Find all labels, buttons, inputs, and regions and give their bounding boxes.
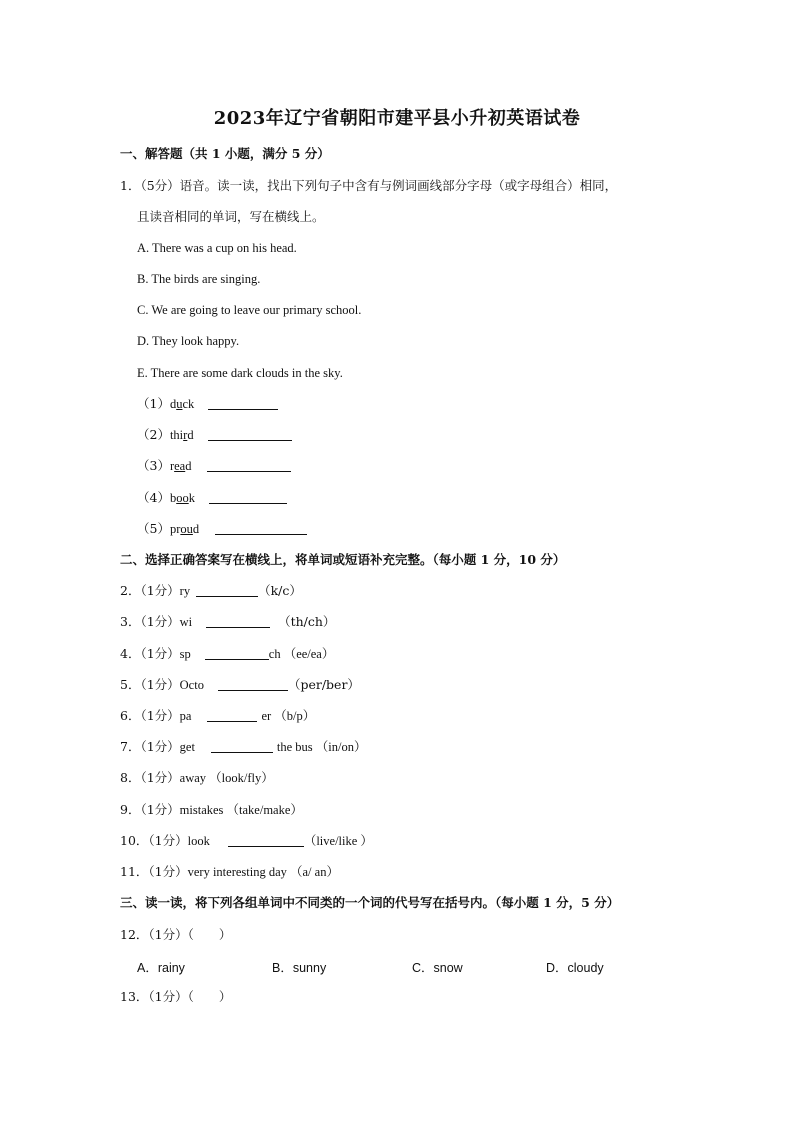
question-number: 3．（1分）: [120, 614, 180, 629]
question-number: 9．（1分）: [120, 802, 180, 817]
answer-blank[interactable]: [207, 709, 257, 722]
section-3-heading: 三、读一读，将下列各组单词中不同类的一个词的代号写在括号内。（每小题 1 分，5 分）: [120, 895, 620, 910]
q1-line1: 1．（5分）语音。读一读，找出下列句子中含有与例词画线部分字母（或字母组合）相同，: [120, 178, 618, 193]
answer-blank[interactable]: [208, 397, 278, 410]
q5: [120, 677, 360, 693]
q12-choice-a: A．rainy: [137, 961, 185, 975]
question-number: 13．（1分）: [120, 989, 188, 1004]
section-1-heading: 一、解答题（共 1 小题，满分 5 分）: [120, 146, 330, 161]
q1-option-e: E. There are some dark clouds in the sky.: [137, 366, 343, 380]
question-number: 6．（1分）: [120, 708, 180, 723]
item-number: （1）: [137, 396, 170, 411]
item-number: （2）: [137, 427, 170, 442]
q8: [120, 770, 274, 786]
q10: [120, 833, 373, 849]
question-suffix: （th/ch）: [278, 614, 336, 629]
question-number: 8．（1分）: [120, 770, 180, 785]
q13: [120, 989, 231, 1005]
q1-option-c: C. We are going to leave our primary school.: [137, 303, 362, 317]
question-prefix: ry: [179, 584, 191, 598]
question-suffix: the bus （in/on）: [276, 740, 367, 754]
answer-blank[interactable]: [208, 428, 292, 441]
q7: [120, 739, 367, 755]
item-word: proud: [169, 522, 200, 536]
item-word: duck: [169, 397, 195, 411]
answer-parentheses[interactable]: （ ）: [187, 927, 232, 942]
answer-blank[interactable]: [211, 740, 273, 753]
question-prefix: sp: [179, 647, 191, 661]
question-prefix: Octo: [179, 678, 204, 692]
question-suffix: （live/like ）: [303, 834, 373, 848]
q1-item-3: [137, 458, 291, 474]
question-suffix: （per/ber）: [287, 677, 360, 692]
q1-item-1: [137, 396, 278, 412]
item-number: （5）: [137, 521, 170, 536]
answer-parentheses[interactable]: （ ）: [187, 989, 232, 1004]
answer-blank[interactable]: [218, 678, 288, 691]
q12-choice-c: C．snow: [412, 961, 463, 975]
q2: [120, 583, 302, 599]
question-number: 11．（1分）: [120, 864, 188, 879]
q1-option-d: D. They look happy.: [137, 334, 240, 348]
q12-choice-b: B．sunny: [272, 961, 327, 975]
q1-option-a: A. There was a cup on his head.: [137, 241, 297, 255]
item-number: （4）: [137, 490, 170, 505]
item-word: read: [169, 459, 192, 473]
answer-blank[interactable]: [228, 834, 304, 847]
question-number: 4．（1分）: [120, 646, 180, 661]
section-2-heading: 二、选择正确答案写在横线上，将单词或短语补充完整。（每小题 1 分，10 分）: [120, 552, 566, 567]
question-text: mistakes （take/make）: [179, 803, 303, 817]
question-text: very interesting day （a/ an）: [187, 865, 339, 879]
question-number: 12．（1分）: [120, 927, 188, 942]
q1-option-b: B. The birds are singing.: [137, 272, 261, 286]
question-number: 2．（1分）: [120, 583, 180, 598]
q4: [120, 646, 334, 662]
q12: [120, 927, 231, 943]
question-prefix: wi: [179, 615, 193, 629]
question-suffix: ch （ee/ea）: [268, 647, 335, 661]
q1-line2: 且读音相同的单词，写在横线上。: [137, 209, 325, 224]
answer-blank[interactable]: [206, 615, 270, 628]
answer-blank[interactable]: [205, 647, 269, 660]
q1-item-2: [137, 427, 292, 443]
question-prefix: get: [179, 740, 195, 754]
q6: [120, 708, 315, 724]
question-number: 7．（1分）: [120, 739, 180, 754]
answer-blank[interactable]: [196, 584, 258, 597]
q12-choice-d: D．cloudy: [546, 961, 604, 975]
question-number: 10．（1分）: [120, 833, 188, 848]
q11: [120, 864, 339, 880]
answer-blank[interactable]: [207, 459, 291, 472]
question-suffix: er （b/p）: [261, 709, 316, 723]
q9: [120, 802, 303, 818]
item-number: （3）: [137, 458, 170, 473]
q1-item-5: [137, 521, 307, 537]
question-prefix: look: [187, 834, 210, 848]
item-word: third: [169, 428, 194, 442]
question-suffix: （k/c）: [258, 583, 302, 598]
q3: [120, 614, 335, 630]
answer-blank[interactable]: [209, 491, 287, 504]
q1-item-4: [137, 490, 287, 506]
question-prefix: pa: [179, 709, 192, 723]
answer-blank[interactable]: [215, 522, 307, 535]
question-text: away （look/fly）: [179, 771, 274, 785]
page-title: 2023年辽宁省朝阳市建平县小升初英语试卷: [213, 108, 581, 129]
item-word: book: [169, 491, 195, 505]
question-number: 5．（1分）: [120, 677, 180, 692]
